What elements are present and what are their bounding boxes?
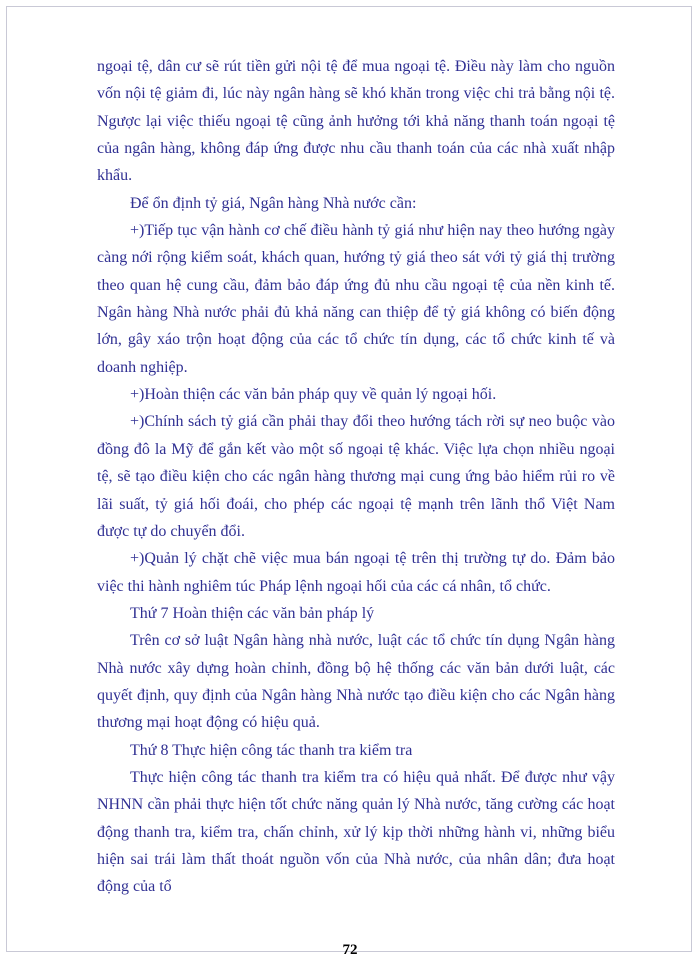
paragraph-continuation: ngoại tệ, dân cư sẽ rút tiền gửi nội tệ để mua ngoại tệ. Điều này làm cho nguồn vốn nội tệ giảm đi, lúc này ngân hàng sẽ khó khăn trong việc chi trả bằng nội tệ. Ngược lại việc thiếu ngoại tệ cũng ảnh hưởng tới khả năng thanh toán ngoại tệ của ngân hàng, không đáp ứng được nhu cầu thanh toán của các nhà xuất nhập khẩu. bbox=[97, 58, 615, 185]
paragraph-exchange-rate-intro: Để ổn định tỷ giá, Ngân hàng Nhà nước cần: bbox=[130, 194, 417, 212]
paragraph-inspection: Thực hiện công tác thanh tra kiểm tra có hiệu quả nhất. Để được như vậy NHNN cần phải thực hiện tốt chức năng quản lý Nhà nước, tăng cường các hoạt động thanh tra, kiểm tra, chấn chỉnh, xử lý kịp thời những hành vi, những biểu hiện sai trái làm thất thoát nguồn vốn của Nhà nước, của nhân dân; đưa hoạt động của tổ bbox=[97, 768, 615, 896]
paragraph-bullet-exchange-mechanism: +)Tiếp tục vận hành cơ chế điều hành tỷ giá như hiện nay theo hướng ngày càng nới rộng kiểm soát, khách quan, hướng tỷ giá theo sát với tỷ giá thị trường theo quan hệ cung cầu, đảm bảo đáp ứng đủ nhu cầu ngoại tệ của nền kinh tế. Ngân hàng Nhà nước phải đủ khả năng can thiệp để tỷ giá không có biến động lớn, gây xáo trộn hoạt động của các tổ chức tín dụng, các tổ chức kinh tế và doanh nghiệp. bbox=[97, 222, 615, 376]
page-number: 72 bbox=[342, 942, 358, 958]
paragraph-bullet-free-market-control: +)Quản lý chặt chẽ việc mua bán ngoại tệ trên thị trường tự do. Đảm bảo việc thi hành nghiêm túc Pháp lệnh ngoại hối của các cá nhân, tổ chức. bbox=[97, 550, 615, 595]
paragraph-legal-framework: Trên cơ sở luật Ngân hàng nhà nước, luật các tổ chức tín dụng Ngân hàng Nhà nước xây dựng hoàn chỉnh, đồng bộ hệ thống các văn bản dưới luật, các quyết định, quy định của Ngân hàng Nhà nước tạo điều kiện cho các Ngân hàng thương mại hoạt động có hiệu quả. bbox=[97, 632, 615, 732]
paragraph-bullet-exchange-policy: +)Chính sách tỷ giá cần phải thay đổi theo hướng tách rời sự neo buộc vào đồng đô la Mỹ để gắn kết vào một số ngoại tệ khác. Việc lựa chọn nhiều ngoại tệ, sẽ tạo điều kiện cho các ngân hàng thương mại cung ứng bảo hiểm rủi ro về lãi suất, tỷ giá hối đoái, cho phép các ngoại tệ mạnh trên lãnh thổ Việt Nam được tự do chuyển đổi. bbox=[97, 413, 615, 540]
paragraph-bullet-foreign-exchange-rules: +)Hoàn thiện các văn bản pháp quy về quản lý ngoại hối. bbox=[130, 386, 497, 404]
document-body bbox=[97, 53, 615, 901]
section-heading-7: Thứ 7 Hoàn thiện các văn bản pháp lý bbox=[130, 604, 375, 622]
section-heading-8: Thứ 8 Thực hiện công tác thanh tra kiểm tra bbox=[130, 741, 413, 759]
